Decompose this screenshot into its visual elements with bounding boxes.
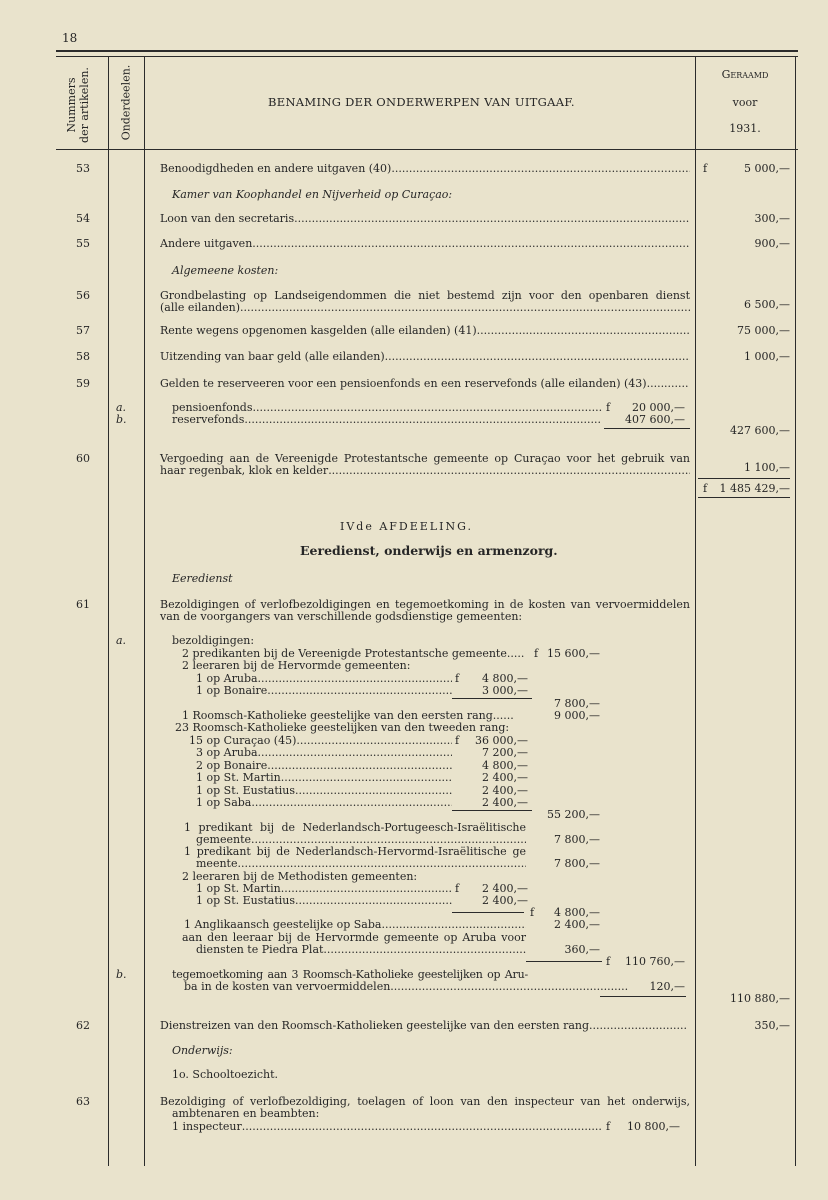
- amount: 1 100,—: [744, 461, 790, 474]
- article-number: 60: [76, 452, 90, 465]
- line-item: Bezoldiging of verlofbezoldiging, toelagen of loon van den inspecteur van het onderwijs,: [160, 1095, 690, 1108]
- line-item: 15 op Curaçao (45) .....: [189, 734, 452, 747]
- amount: 20 000,—: [632, 401, 685, 414]
- amount: 7 200,—: [482, 746, 528, 759]
- amount: 120,—: [649, 980, 685, 993]
- amount: 4 800,—: [482, 672, 528, 685]
- line-item-cont: ba in de kosten van vervoermiddelen .....: [184, 980, 628, 993]
- subheading: Kamer van Koophandel en Nijverheid op Curaçao:: [172, 188, 453, 201]
- currency-sign: f: [606, 955, 611, 968]
- subtotal-rule: [526, 961, 602, 962]
- column-divider-subdivisions: [144, 56, 145, 1166]
- amount: 7 800,—: [554, 697, 600, 710]
- article-number: 61: [76, 598, 90, 611]
- amount: 300,—: [754, 212, 790, 225]
- article-number: 59: [76, 377, 90, 390]
- subheading: Eeredienst: [172, 572, 233, 585]
- amount: 15 600,—: [547, 647, 600, 660]
- subdivision-label: a.: [116, 401, 127, 414]
- amount: 110 880,—: [730, 992, 790, 1005]
- line-item: Grondbelasting op Landseigendommen die niet bestemd zijn voor den openbaren dienst: [160, 289, 690, 302]
- line-item: 1 op Saba .....: [196, 796, 452, 809]
- amount: 3 000,—: [482, 684, 528, 697]
- article-number: 54: [76, 212, 90, 225]
- amount: 407 600,—: [625, 413, 685, 426]
- subheading: Onderwijs:: [172, 1044, 233, 1057]
- page-number: 18: [62, 31, 78, 45]
- line-item: 1 Anglikaansch geestelijke op Saba .....: [184, 918, 526, 931]
- header-articles: Nummers der artikelen.: [65, 67, 91, 143]
- amount: 427 600,—: [730, 424, 790, 437]
- column-divider-articles: [108, 56, 109, 1166]
- amount: 75 000,—: [737, 324, 790, 337]
- header-top-rule: [56, 50, 798, 52]
- subdivision-label: a.: [116, 634, 127, 647]
- header-bottom-rule: [56, 149, 798, 150]
- amount: 2 400,—: [482, 796, 528, 809]
- currency-sign: f: [455, 672, 460, 685]
- line-item: 2 leeraren bij de Hervormde gemeenten:: [182, 659, 411, 672]
- total-rule-bottom: [698, 497, 790, 498]
- line-item: 1 op St. Eustatius .....: [196, 784, 452, 797]
- header-estimate-3: 1931.: [729, 122, 761, 135]
- article-number: 58: [76, 350, 90, 363]
- amount: 900,—: [754, 237, 790, 250]
- line-item: Dienstreizen van den Roomsch-Katholieken geestelijke van den eersten rang .....: [160, 1019, 688, 1032]
- line-item: reservefonds .....: [172, 413, 602, 426]
- amount: 1 000,—: [744, 350, 790, 363]
- header-top-rule-thin: [56, 56, 798, 57]
- amount: 2 400,—: [554, 918, 600, 931]
- line-item: 1 inspecteur .....: [172, 1120, 602, 1133]
- line-item: 2 op Bonaire .....: [196, 759, 452, 772]
- line-item: 2 predikanten bij de Vereenigde Protestantsche gemeente.....: [182, 647, 525, 660]
- subdivision-label: b.: [116, 413, 127, 426]
- total-rule: [698, 478, 790, 479]
- line-item: Rente wegens opgenomen kasgelden (alle eilanden) (41) .....: [160, 324, 690, 337]
- line-item: Uitzending van baar geld (alle eilanden) .....: [160, 350, 690, 363]
- section-title: IVde AFDEELING.: [340, 520, 473, 533]
- currency-sign: f: [530, 906, 535, 919]
- section-subtitle: Eeredienst, onderwijs en armenzorg.: [300, 543, 558, 558]
- line-item: 1 predikant bij de Nederlandsch-Portugeesch-Israëlitische: [184, 821, 526, 834]
- currency-sign: f: [606, 1120, 611, 1133]
- amount: 4 800,—: [554, 906, 600, 919]
- article-number: 63: [76, 1095, 90, 1108]
- line-item: 1 Roomsch-Katholieke geestelijke van den eersten rang......: [182, 709, 514, 722]
- amount: 2 400,—: [482, 784, 528, 797]
- header-estimate-1: Geraamd: [721, 68, 769, 81]
- line-item: aan den leeraar bij de Hervormde gemeente op Aruba voor: [182, 931, 526, 944]
- amount: 2 400,—: [482, 882, 528, 895]
- amount: 7 800,—: [554, 857, 600, 870]
- amount: 7 800,—: [554, 833, 600, 846]
- currency-sign: f: [455, 882, 460, 895]
- column-divider-estimate: [795, 56, 796, 1166]
- subtotal-rule: [452, 912, 524, 913]
- amount: 350,—: [754, 1019, 790, 1032]
- amount: 5 000,—: [744, 162, 790, 175]
- currency-sign: f: [455, 734, 460, 747]
- line-item-cont: diensten te Piedra Plat .....: [196, 943, 526, 956]
- line-item: 1 op Aruba .....: [196, 672, 452, 685]
- line-item: Gelden te reserveeren voor een pensioenfonds en een reservefonds (alle eilanden) (43) .....: [160, 377, 688, 390]
- line-item: Vergoeding aan de Vereenigde Protestantsche gemeente op Curaçao voor het gebruik van: [160, 452, 690, 465]
- article-number: 56: [76, 289, 90, 302]
- header-subdivisions: Onderdeelen.: [119, 64, 133, 141]
- subheading: 1o. Schooltoezicht.: [172, 1068, 278, 1081]
- article-number: 55: [76, 237, 90, 250]
- line-item: tegemoetkoming aan 3 Roomsch-Katholieke geestelijken op Aru-: [172, 968, 528, 981]
- line-item: 1 predikant bij de Nederlandsch-Hervormd-Israëlitische ge: [184, 845, 526, 858]
- line-item: 1 op St. Martin .....: [196, 771, 452, 784]
- article-number: 53: [76, 162, 90, 175]
- line-item: 3 op Aruba .....: [196, 746, 452, 759]
- amount: 360,—: [564, 943, 600, 956]
- subtotal-rule: [600, 996, 686, 997]
- line-item-cont: ambtenaren en beambten:: [172, 1107, 320, 1120]
- amount: 36 000,—: [475, 734, 528, 747]
- line-item-cont: haar regenbak, klok en kelder .....: [160, 464, 690, 477]
- line-item-cont: meente .....: [196, 857, 526, 870]
- line-item: 1 op St. Eustatius .....: [196, 894, 452, 907]
- line-item: Andere uitgaven .....: [160, 237, 690, 250]
- currency-sign: f: [534, 647, 539, 660]
- amount: 9 000,—: [554, 709, 600, 722]
- currency-sign: f: [606, 401, 611, 414]
- line-item: Bezoldigingen of verlofbezoldigingen en tegemoetkoming in de kosten van vervoermiddelen: [160, 598, 690, 611]
- subtotal-rule: [452, 810, 532, 811]
- amount: 110 760,—: [625, 955, 685, 968]
- line-item: 1 op Bonaire .....: [196, 684, 452, 697]
- line-item: 1 op St. Martin .....: [196, 882, 452, 895]
- currency-sign: f: [703, 482, 708, 495]
- line-item-cont: (alle eilanden) .....: [160, 301, 690, 314]
- line-item-cont: van de voorgangers van verschillende godsdienstige gemeenten:: [160, 610, 523, 623]
- subdivision-label: b.: [116, 968, 127, 981]
- amount: 10 800,—: [627, 1120, 680, 1133]
- article-number: 57: [76, 324, 90, 337]
- line-item: bezoldigingen:: [172, 634, 255, 647]
- line-item: pensioenfonds .....: [172, 401, 602, 414]
- line-item-cont: gemeente .....: [196, 833, 526, 846]
- column-divider-title: [695, 56, 696, 1166]
- line-item: 23 Roomsch-Katholieke geestelijken van den tweeden rang:: [175, 721, 510, 734]
- amount: 6 500,—: [744, 298, 790, 311]
- amount: 2 400,—: [482, 894, 528, 907]
- grand-total: 1 485 429,—: [719, 482, 790, 495]
- amount: 4 800,—: [482, 759, 528, 772]
- line-item: Loon van den secretaris .....: [160, 212, 690, 225]
- subtotal-rule: [452, 698, 532, 699]
- currency-sign: f: [703, 162, 708, 175]
- amount: 55 200,—: [547, 808, 600, 821]
- subtotal-rule: [604, 428, 690, 429]
- header-title: BENAMING DER ONDERWERPEN VAN UITGAAF.: [268, 95, 575, 109]
- article-number: 62: [76, 1019, 90, 1032]
- line-item: 2 leeraren bij de Methodisten gemeenten:: [182, 870, 418, 883]
- subheading: Algemeene kosten:: [172, 264, 279, 277]
- header-estimate-2: voor: [732, 96, 758, 109]
- amount: 2 400,—: [482, 771, 528, 784]
- line-item: Benoodigdheden en andere uitgaven (40) .....: [160, 162, 690, 175]
